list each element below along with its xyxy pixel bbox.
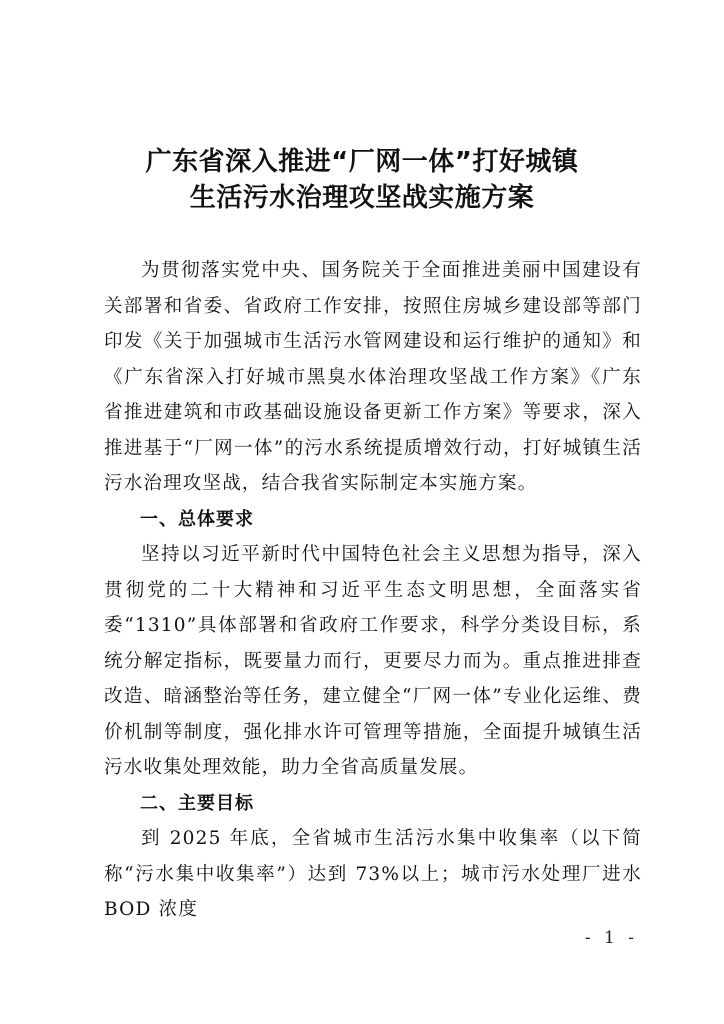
- section-heading-main-goals: 二、主要目标: [140, 792, 254, 814]
- main-goals-paragraph: 到 2025 年底，全省城市生活污水集中收集率（以下简称“污水集中收集率”）达到 73%以上；城市污水处理厂进水 BOD 浓度: [104, 828, 642, 920]
- overall-requirements-paragraph: 坚持以习近平新时代中国特色社会主义思想为指导，深入贯彻党的二十大精神和习近平生态文明思想，全面落实省委“1310”具体部署和省政府工作要求，科学分类设目标，系统分解定指标，既要量力而行，更要尽力而为。重点推进排查改造、暗涵整治等任务，建立健全“厂网一体”专业化运维、费价机制等制度，强化排水许可管理等措施，全面提升城镇生活污水收集处理效能，助力全省高质量发展。: [104, 544, 642, 778]
- intro-paragraph: 为贯彻落实党中央、国务院关于全面推进美丽中国建设有关部署和省委、省政府工作安排，按照住房城乡建设部等部门印发《关于加强城市生活污水管网建设和运行维护的通知》和《广东省深入打好城市黑臭水体治理攻坚战工作方案》《广东省推进建筑和市政基础设施设备更新工作方案》等要求，深入推进基于“厂网一体”的污水系统提质增效行动，打好城镇生活污水治理攻坚战，结合我省实际制定本实施方案。: [104, 260, 642, 494]
- document-title-line-1: 广东省深入推进“厂网一体”打好城镇: [145, 147, 579, 177]
- section-heading-overall-requirements: 一、总体要求: [140, 508, 254, 530]
- document-body: [104, 253, 642, 928]
- document-title-line-2: 生活污水治理攻坚战实施方案: [189, 183, 535, 213]
- page-number: - 1 -: [584, 928, 638, 948]
